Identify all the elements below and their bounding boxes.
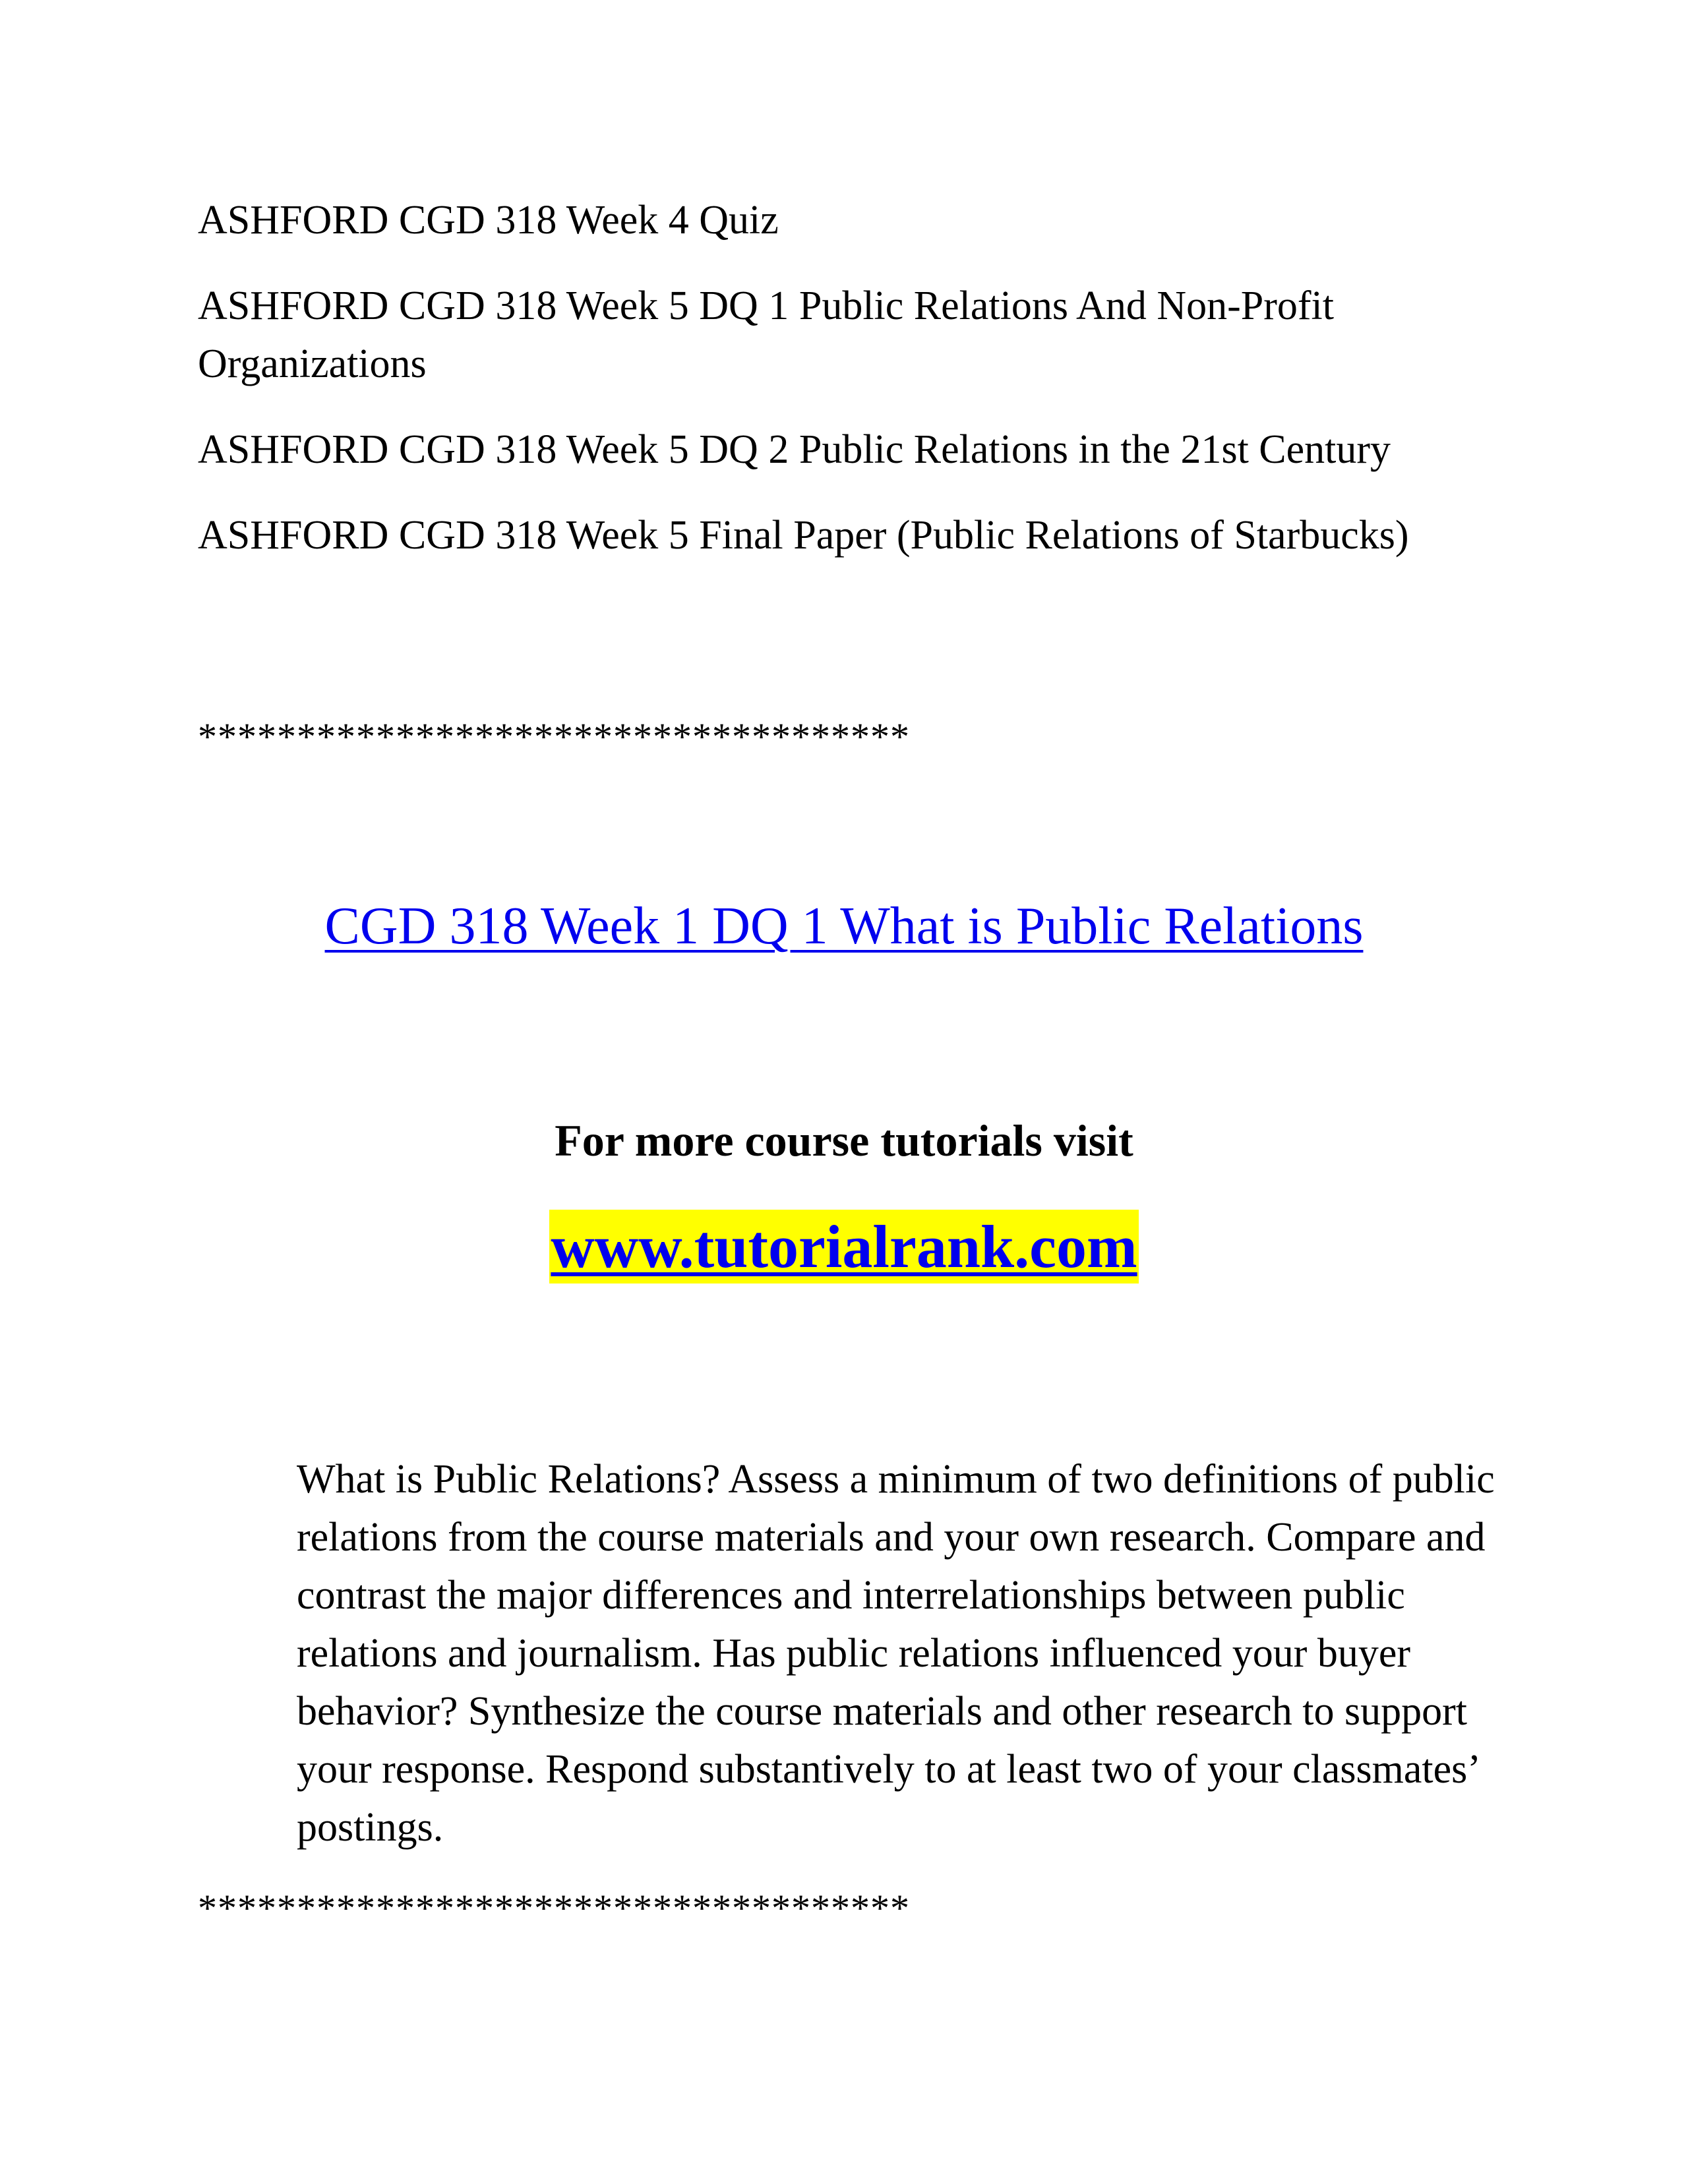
separator-top: ************************************ — [198, 715, 910, 758]
list-item: ASHFORD CGD 318 Week 5 Final Paper (Public Relations of Starbucks) — [198, 513, 1409, 558]
separator-bottom: ************************************ — [198, 1887, 910, 1930]
list-item: ASHFORD CGD 318 Week 5 DQ 1 Public Relations And Non-Profit Organizations — [198, 283, 1334, 386]
list-item: ASHFORD CGD 318 Week 4 Quiz — [198, 198, 779, 243]
list-item: ASHFORD CGD 318 Week 5 DQ 2 Public Relations in the 21st Century — [198, 427, 1391, 472]
heading-link[interactable]: CGD 318 Week 1 DQ 1 What is Public Relations — [324, 897, 1364, 955]
visit-text: For more course tutorials visit — [555, 1115, 1133, 1166]
question-text: What is Public Relations? Assess a minimum of two definitions of public relations from the course materials and your own research. Compare and contrast the major differences and interrelationships between public relations and journalism. Has public relations influenced your buyer behavior? Synthesize the course materials and other research to support your response. Respond substantively to at least two of your classmates’ postings. — [297, 1457, 1495, 1850]
site-link[interactable]: www.tutorialrank.com — [549, 1210, 1138, 1284]
site-link-wrapper — [0, 1210, 1688, 1284]
course-list — [198, 191, 1490, 592]
